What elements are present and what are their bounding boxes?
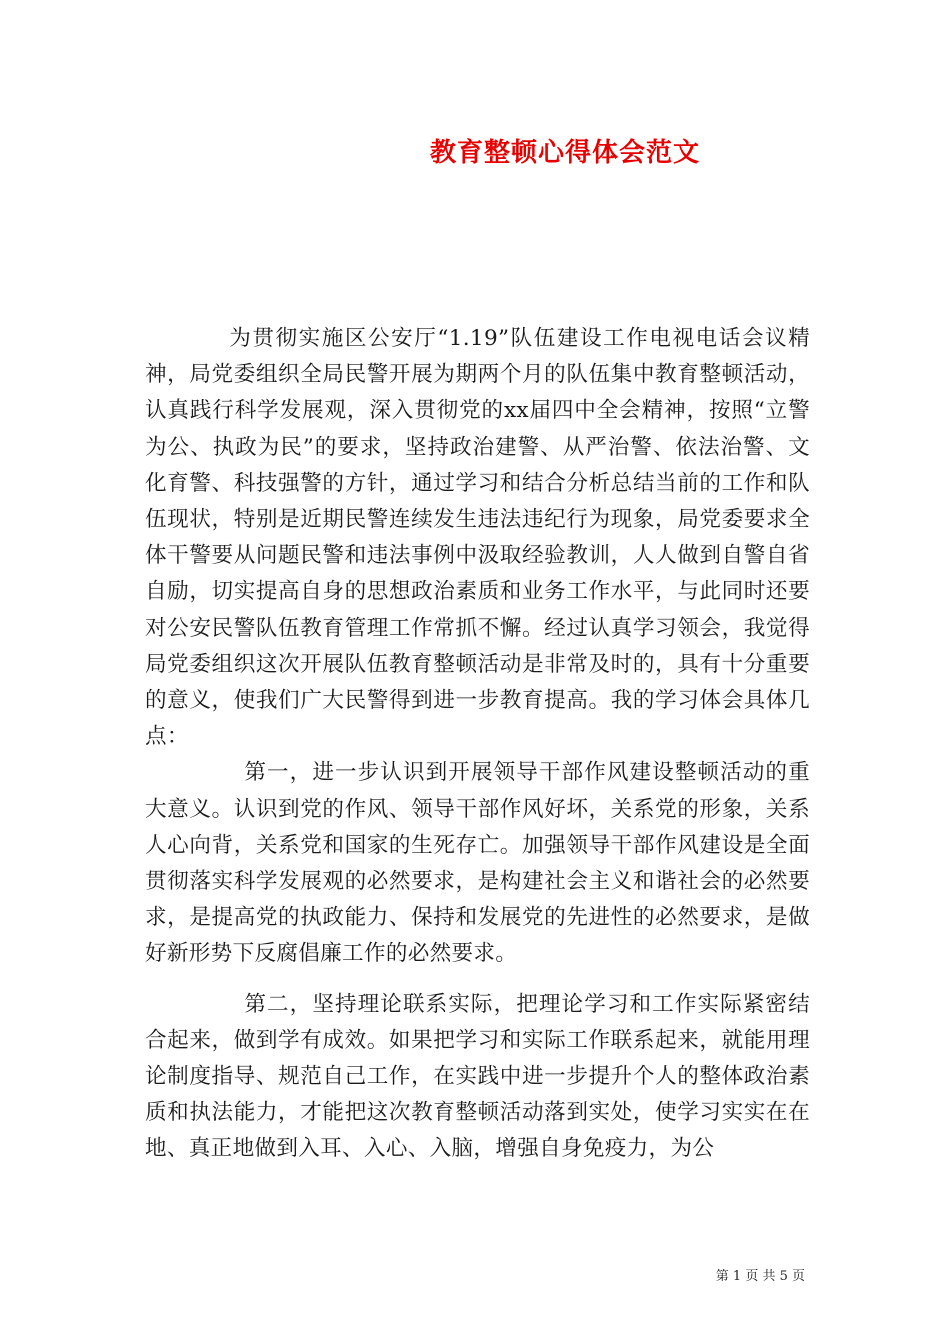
paragraph-point-one: 第一，进一步认识到开展领导干部作风建设整顿活动的重大意义。认识到党的作风、领导干部作风好坏，关系党的形象，关系人心向背，关系党和国家的生死存亡。加强领导干部作风建设是全面贯彻落实科学发展观的必然要求，是构建社会主义和谐社会的必然要求，是提高党的执政能力、保持和发展党的先进性的必然要求，是做好新形势下反腐倡廉工作的必然要求。 — [145, 760, 810, 967]
paragraph-intro: 为贯彻实施区公安厅“1.19”队伍建设工作电视电话会议精神，局党委组织全局民警开展为期两个月的队伍集中教育整顿活动，认真践行科学发展观，深入贯彻党的xx届四中全会精神，按照“立警为公、执政为民”的要求，坚持政治建警、从严治警、依法治警、文化育警、科技强警的方针，通过学习和结合分析总结当前的工作和队伍现状，特别是近期民警连续发生违法违纪行为现象，局党委要求全体干警要从问题民警和违法事例中汲取经验教训，人人做到自警自省自励，切实提高自身的思想政治素质和业务工作水平，与此同时还要对公安民警队伍教育管理工作常抓不懈。经过认真学习领会，我觉得局党委组织这次开展队伍教育整顿活动是非常及时的，具有十分重要的意义，使我们广大民警得到进一步教育提高。我的学习体会具体几点： — [145, 326, 810, 750]
page-number-footer: 第 1 页 共 5 页 — [715, 1269, 805, 1284]
paragraph-point-two: 第二，坚持理论联系实际，把理论学习和工作实际紧密结合起来，做到学有成效。如果把学习和实际工作联系起来，就能用理论制度指导、规范自己工作，在实践中进一步提升个人的整体政治素质和执法能力，才能把这次教育整顿活动落到实处，使学习实实在在地、真正地做到入耳、入心、入脑，增强自身免疫力，为公 — [145, 991, 810, 1162]
document-title: 教育整顿心得体会范文 — [430, 138, 701, 168]
document-body — [145, 321, 810, 1168]
